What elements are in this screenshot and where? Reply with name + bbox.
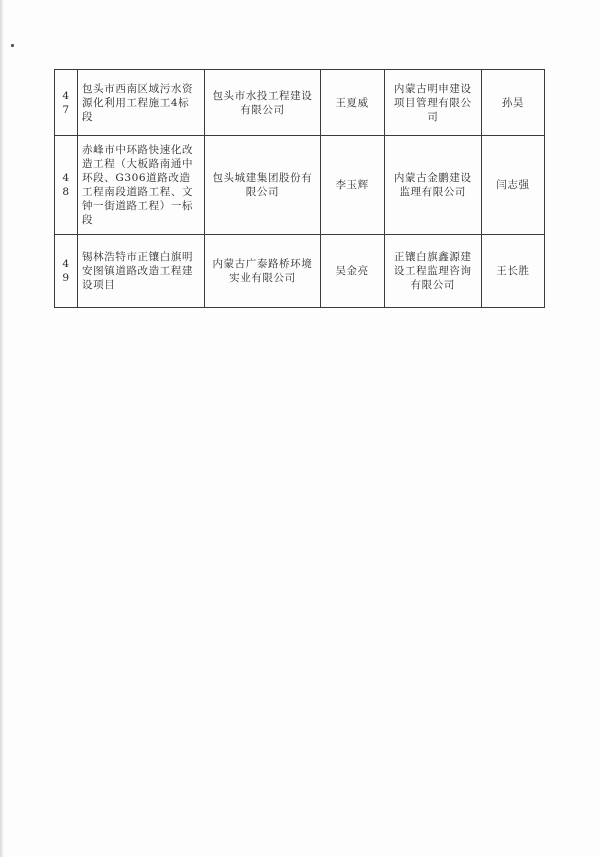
row-number: 47 bbox=[55, 70, 78, 136]
table-row bbox=[55, 235, 545, 308]
scan-edge-shadow bbox=[0, 0, 4, 857]
chief-supervisor: 王长胜 bbox=[481, 235, 544, 308]
project-name: 锡林浩特市正镶白旗明安图镇道路改造工程建设项目 bbox=[78, 235, 205, 308]
chief-supervisor: 闫志强 bbox=[481, 136, 544, 235]
contractor-name: 包头市水投工程建设有限公司 bbox=[205, 70, 320, 136]
chief-supervisor: 孙昊 bbox=[481, 70, 544, 136]
scan-speck bbox=[11, 44, 14, 47]
supervisor-company: 内蒙古金鹏建设监理有限公司 bbox=[384, 136, 481, 235]
table-row bbox=[55, 70, 545, 136]
project-manager: 吴金亮 bbox=[320, 235, 384, 308]
supervisor-company: 内蒙古明申建设项目管理有限公司 bbox=[384, 70, 481, 136]
table-row bbox=[55, 136, 545, 235]
project-manager: 李玉辉 bbox=[320, 136, 384, 235]
supervisor-company: 正镶白旗鑫源建设工程监理咨询有限公司 bbox=[384, 235, 481, 308]
project-name: 赤峰市中环路快速化改造工程（大板路南通中环段、G306道路改造工程南段道路工程、文钟一街道路工程）一标段 bbox=[78, 136, 205, 235]
project-table bbox=[54, 69, 545, 308]
project-manager: 王夏威 bbox=[320, 70, 384, 136]
row-number: 49 bbox=[55, 235, 78, 308]
contractor-name: 内蒙古广泰路桥环境实业有限公司 bbox=[205, 235, 320, 308]
contractor-name: 包头城建集团股份有限公司 bbox=[205, 136, 320, 235]
row-number: 48 bbox=[55, 136, 78, 235]
project-name: 包头市西南区域污水资源化利用工程施工4标段 bbox=[78, 70, 205, 136]
